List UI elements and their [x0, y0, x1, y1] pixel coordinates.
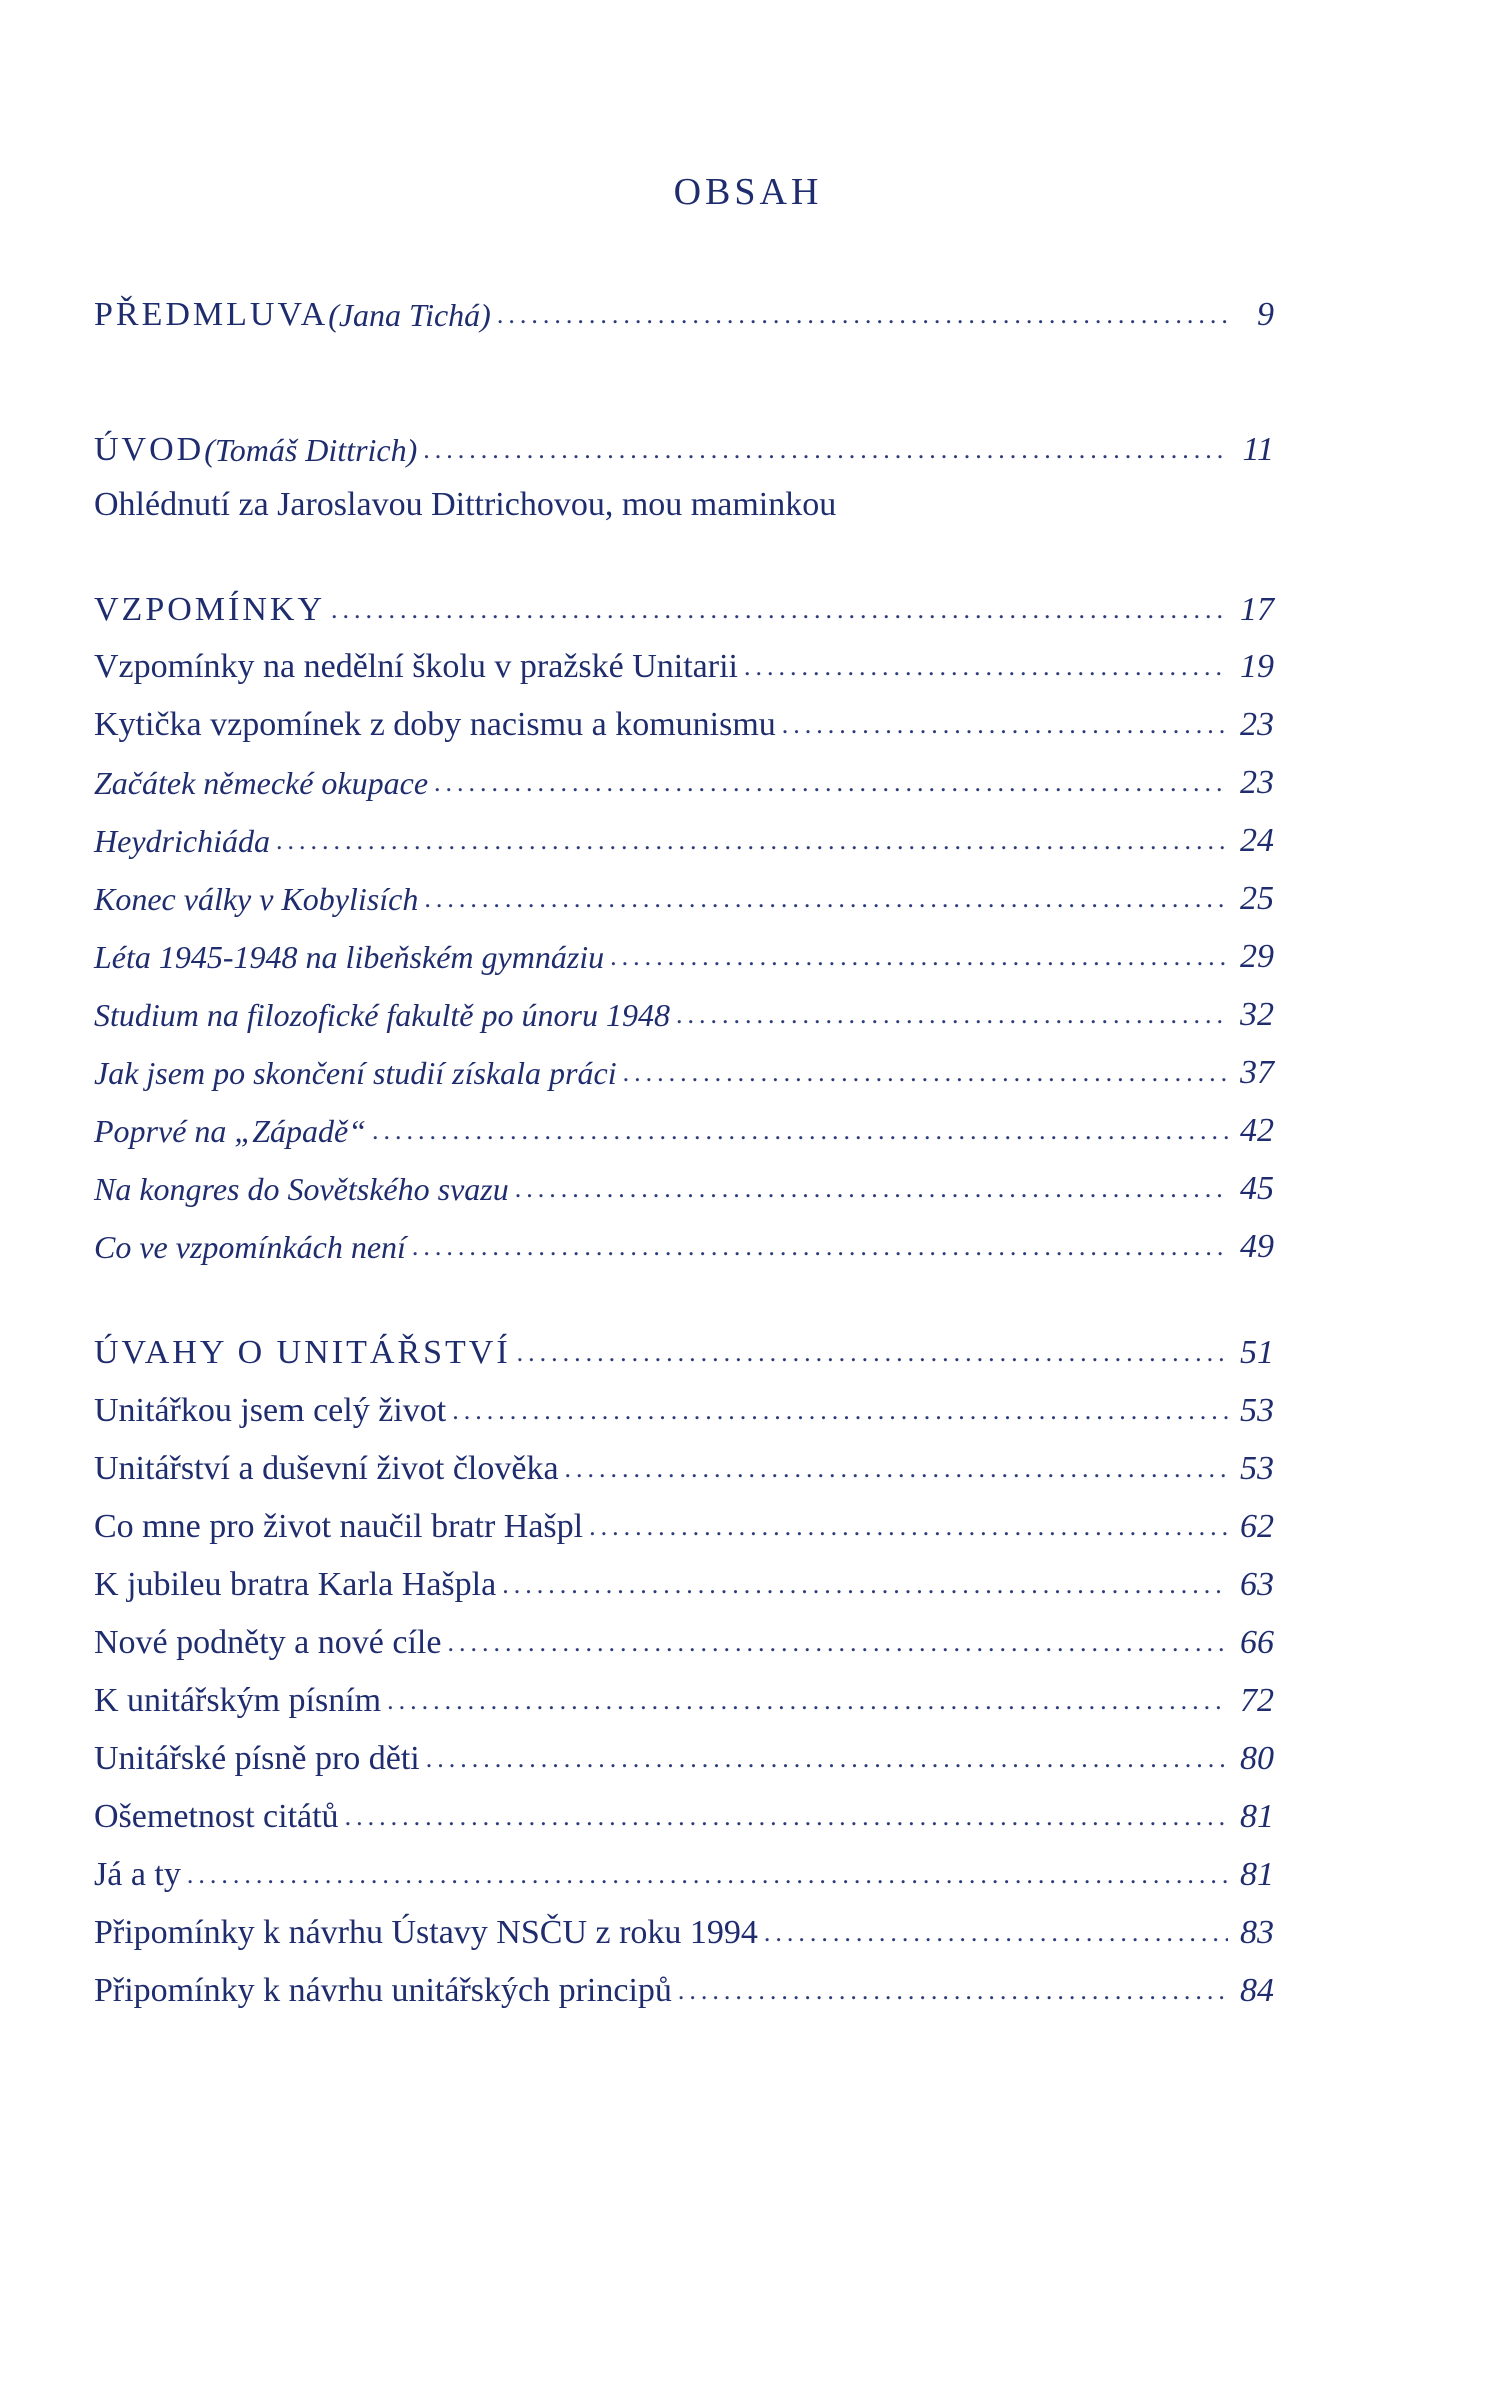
toc-entry-page-number: 63: [1240, 1566, 1274, 1603]
toc-entry-page-number: 29: [1240, 938, 1274, 975]
toc-entry-page-number: 62: [1240, 1508, 1274, 1545]
toc-entry-page-number: 23: [1240, 764, 1274, 801]
toc-entry-page-number: 45: [1240, 1170, 1274, 1207]
toc-entry: [94, 806, 1274, 864]
toc-entry-title: Unitářské písně pro děti: [94, 1740, 420, 1777]
toc-entry-page-number: 23: [1240, 706, 1274, 743]
leader-dots: [782, 702, 1228, 748]
toc-entry: [94, 632, 1274, 690]
toc-entry-page-number: 53: [1240, 1450, 1274, 1487]
toc-entry-page-number: 83: [1240, 1914, 1274, 1951]
section-subtitle-1-title: Ohlédnutí za Jaroslavou Dittrichovou, mou maminkou: [94, 486, 837, 523]
toc-entry-title: Heydrichiáda: [94, 823, 270, 859]
toc-entry-page-number: 25: [1240, 880, 1274, 917]
section-heading-1-title: ÚVOD: [94, 431, 205, 468]
leader-dots: [423, 427, 1228, 473]
leader-dots: [447, 1620, 1228, 1666]
page-title: OBSAH: [673, 171, 823, 213]
section-heading-1-author: (Tomáš Dittrich): [204, 432, 418, 468]
leader-dots: [565, 1446, 1228, 1492]
toc-entry: [94, 1038, 1274, 1096]
toc-entry-title: Unitářkou jsem celý život: [94, 1392, 447, 1429]
toc-entry-title: Vzpomínky na nedělní školu v pražské Unitarii: [94, 648, 738, 685]
toc-entry-page-number: 53: [1240, 1392, 1274, 1429]
toc-entry: [94, 1782, 1274, 1840]
toc-entry-page-number: 84: [1240, 1972, 1274, 2009]
toc-entry-page-number: 42: [1240, 1112, 1274, 1149]
toc-entry: [94, 980, 1274, 1038]
toc-entry-title: Na kongres do Sovětského svazu: [94, 1171, 509, 1207]
leader-dots: [502, 1562, 1228, 1608]
leader-dots: [744, 644, 1228, 690]
leader-dots: [610, 934, 1228, 980]
toc-entry-page-number: 66: [1240, 1624, 1274, 1661]
toc-entry: [94, 1096, 1274, 1154]
section-heading-1: [94, 415, 1274, 473]
toc-entry-title: Začátek německé okupace: [94, 765, 429, 801]
section-heading-0-author: (Jana Tichá): [328, 297, 491, 333]
toc-entry: [94, 1550, 1274, 1608]
toc-entry-title: Jak jsem po skončení studií získala práci: [94, 1055, 617, 1091]
leader-dots: [589, 1504, 1228, 1550]
toc-entry-page-number: 24: [1240, 822, 1274, 859]
toc-entry-title: Připomínky k návrhu unitářských principů: [94, 1972, 672, 2009]
section-heading-2-title: VZPOMÍNKY: [94, 591, 325, 628]
toc-entry: [94, 1212, 1274, 1270]
leader-dots: [345, 1794, 1228, 1840]
section-heading-0-page-number: 9: [1257, 296, 1274, 333]
toc-entry-title: K unitářským písním: [94, 1682, 382, 1719]
section-heading-2: [94, 575, 1274, 633]
toc-entry-title: Kytička vzpomínek z doby nacismu a komunismu: [94, 706, 776, 743]
leader-dots: [678, 1968, 1228, 2014]
toc-entry: [94, 1840, 1274, 1898]
toc-entry-page-number: 81: [1240, 1798, 1274, 1835]
toc-entry-title: Unitářství a duševní život člověka: [94, 1450, 559, 1487]
leader-dots: [387, 1678, 1228, 1724]
toc-entry-title: Já a ty: [94, 1856, 181, 1893]
toc-entry-title: Konec války v Kobylisích: [94, 881, 419, 917]
toc-entry-page-number: 19: [1240, 648, 1274, 685]
leader-dots: [434, 760, 1228, 806]
toc-entry-title: Co mne pro život naučil bratr Hašpl: [94, 1508, 584, 1545]
toc-entry: [94, 1956, 1274, 2014]
section-heading-3-title: ÚVAHY O UNITÁŘSTVÍ: [94, 1334, 511, 1371]
leader-dots: [412, 1224, 1228, 1270]
section-heading-0-title: PŘEDMLUVA: [94, 296, 329, 333]
toc-entry-title: Studium na filozofické fakultě po únoru 1948: [94, 997, 670, 1033]
toc-entry-page-number: 81: [1240, 1856, 1274, 1893]
leader-dots: [623, 1050, 1228, 1096]
toc-entry: [94, 1608, 1274, 1666]
toc-entry: [94, 1154, 1274, 1212]
toc-entry-page-number: 72: [1240, 1682, 1274, 1719]
section-heading-1-page-number: 11: [1242, 431, 1274, 468]
toc-entry-title: Co ve vzpomínkách není: [94, 1229, 406, 1265]
leader-dots: [764, 1910, 1228, 1956]
toc-entry-title: K jubileu bratra Karla Hašpla: [94, 1566, 497, 1603]
toc-entry: [94, 1492, 1274, 1550]
leader-dots: [426, 1736, 1228, 1782]
leader-dots: [187, 1852, 1228, 1898]
leader-dots: [517, 1330, 1228, 1376]
toc-entry-title: Poprvé na „Západě“: [94, 1113, 366, 1149]
toc-entry: [94, 1666, 1274, 1724]
leader-dots: [515, 1166, 1228, 1212]
toc-entry-title: Ošemetnost citátů: [94, 1798, 339, 1835]
section-heading-0: [94, 280, 1274, 338]
section-subtitle-1: [94, 470, 836, 528]
toc-entry-page-number: 80: [1240, 1740, 1274, 1777]
toc-entry: [94, 864, 1274, 922]
toc-entry: [94, 1376, 1274, 1434]
leader-dots: [497, 292, 1228, 338]
leader-dots: [452, 1388, 1228, 1434]
toc-entry: [94, 1898, 1274, 1956]
toc-entry: [94, 690, 1274, 748]
leader-dots: [676, 992, 1228, 1038]
toc-entry-page-number: 32: [1240, 996, 1274, 1033]
toc-entry-page-number: 37: [1240, 1054, 1274, 1091]
toc-entry-title: Připomínky k návrhu Ústavy NSČU z roku 1994: [94, 1914, 758, 1951]
toc-entry-title: Léta 1945-1948 na libeňském gymnáziu: [94, 939, 605, 975]
leader-dots: [331, 587, 1228, 633]
toc-entry: [94, 1724, 1274, 1782]
leader-dots: [424, 876, 1228, 922]
toc-entry-page-number: 49: [1240, 1228, 1274, 1265]
section-heading-2-page-number: 17: [1240, 591, 1274, 628]
leader-dots: [372, 1108, 1228, 1154]
toc-entry: [94, 922, 1274, 980]
toc-entry-title: Nové podněty a nové cíle: [94, 1624, 442, 1661]
toc-entry: [94, 1434, 1274, 1492]
leader-dots: [276, 818, 1228, 864]
section-heading-3-page-number: 51: [1240, 1334, 1274, 1371]
toc-entry: [94, 748, 1274, 806]
section-heading-3: [94, 1318, 1274, 1376]
